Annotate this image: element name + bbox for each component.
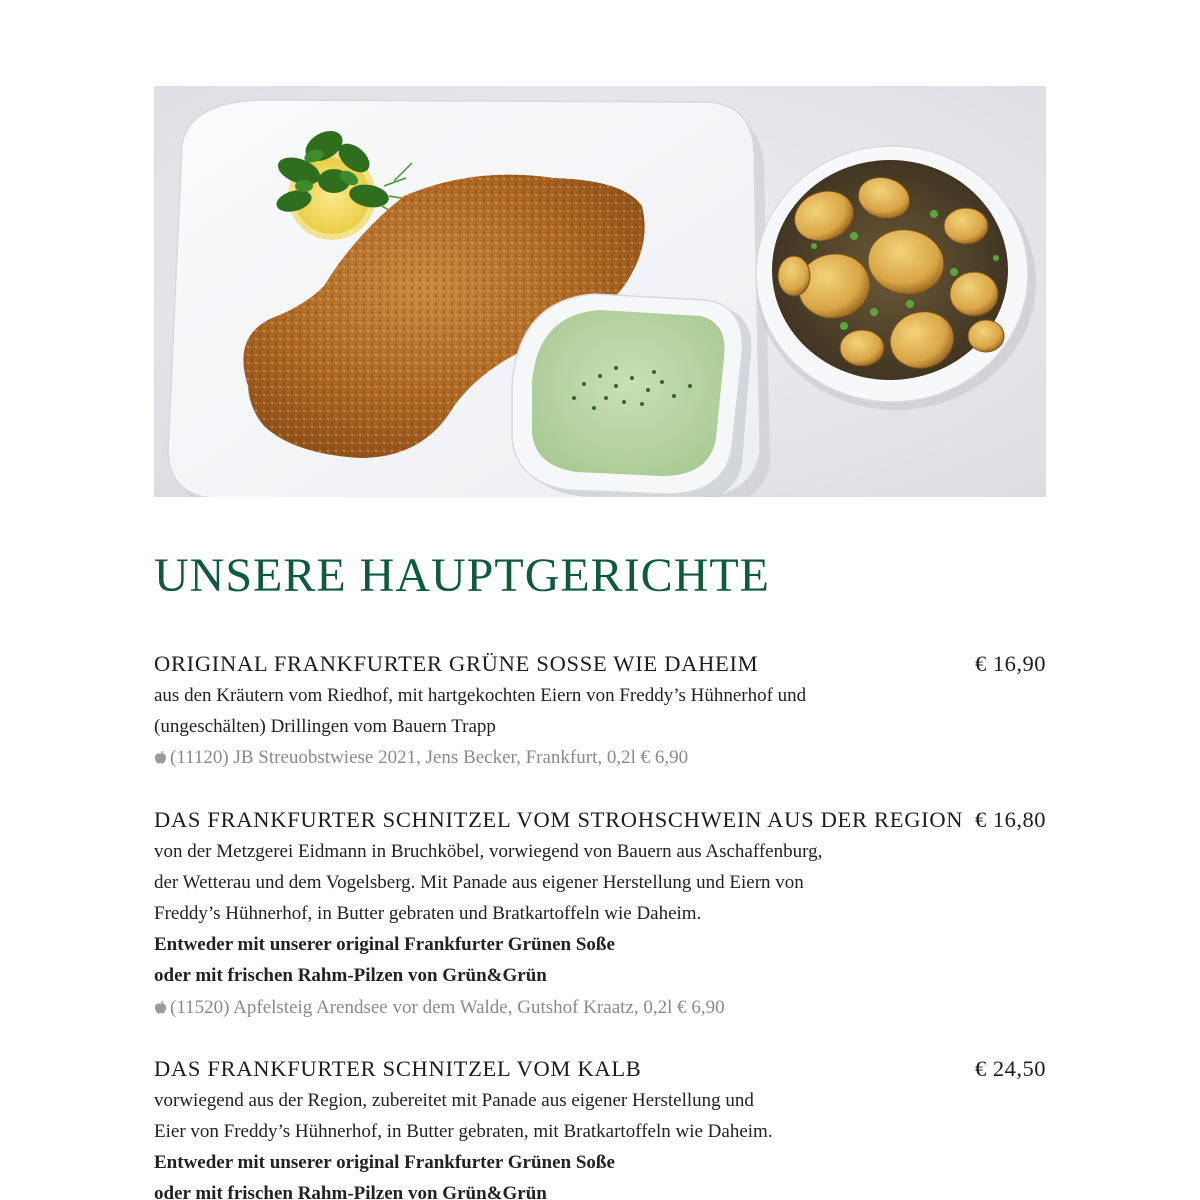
dish-name: DAS FRANKFURTER SCHNITZEL VOM STROHSCHWEIN AUS DER REGION: [154, 806, 964, 832]
dish-price: € 16,80: [975, 806, 1046, 832]
menu-list: [154, 648, 1046, 1200]
dish-price: € 24,50: [975, 1055, 1046, 1081]
apple-icon: [154, 1000, 167, 1014]
wine-pairing: [154, 992, 1046, 1023]
dish-option-line: Entweder mit unserer original Frankfurter Grünen Soße: [154, 934, 615, 956]
dish-description-line: Eier von Freddy’s Hühnerhof, in Butter gebraten, mit Bratkartoffeln wie Daheim.: [154, 1121, 773, 1143]
hero-image: [154, 86, 1046, 497]
dish-name: DAS FRANKFURTER SCHNITZEL VOM KALB: [154, 1055, 642, 1081]
dish-description-line: vorwiegend aus der Region, zubereitet mit Panade aus eigener Herstellung und: [154, 1089, 754, 1111]
dish-description-line: aus den Kräutern vom Riedhof, mit hartgekochten Eiern von Freddy’s Hühnerhof und: [154, 685, 807, 706]
wine-pairing: [154, 742, 1046, 773]
dish-description-line: Freddy’s Hühnerhof, in Butter gebraten und Bratkartoffeln wie Daheim.: [154, 903, 702, 925]
dish-item: [154, 804, 1046, 1023]
wine-pairing-text: (11520) Apfelsteig Arendsee vor dem Walde, Gutshof Kraatz, 0,2l € 6,90: [170, 996, 725, 1018]
dish-option-line: Entweder mit unserer original Frankfurter Grünen Soße: [154, 1152, 615, 1174]
dish-description-line: (ungeschälten) Drillingen vom Bauern Trapp: [154, 716, 496, 738]
dish-item: [154, 1053, 1046, 1200]
apple-icon: [154, 750, 167, 764]
dish-description-line: der Wetterau und dem Vogelsberg. Mit Panade aus eigener Herstellung und Eiern von: [154, 871, 804, 893]
section-title: UNSERE HAUPTGERICHTE: [154, 549, 770, 602]
dish-price: € 16,90: [975, 651, 1046, 676]
dish-option-line: oder mit frischen Rahm-Pilzen von Grün&Grün: [154, 1183, 547, 1200]
dish-description-line: von der Metzgerei Eidmann in Bruchköbel, vorwiegend von Bauern aus Aschaffenburg,: [154, 840, 823, 862]
dish-name: ORIGINAL FRANKFURTER GRÜNE SOSSE WIE DAHEIM: [154, 651, 759, 676]
dish-item: [154, 648, 1046, 774]
schnitzel-plate-photo: [154, 86, 1046, 497]
wine-pairing-text: (11120) JB Streuobstwiese 2021, Jens Becker, Frankfurt, 0,2l € 6,90: [170, 747, 689, 769]
dish-option-line: oder mit frischen Rahm-Pilzen von Grün&Grün: [154, 965, 547, 987]
